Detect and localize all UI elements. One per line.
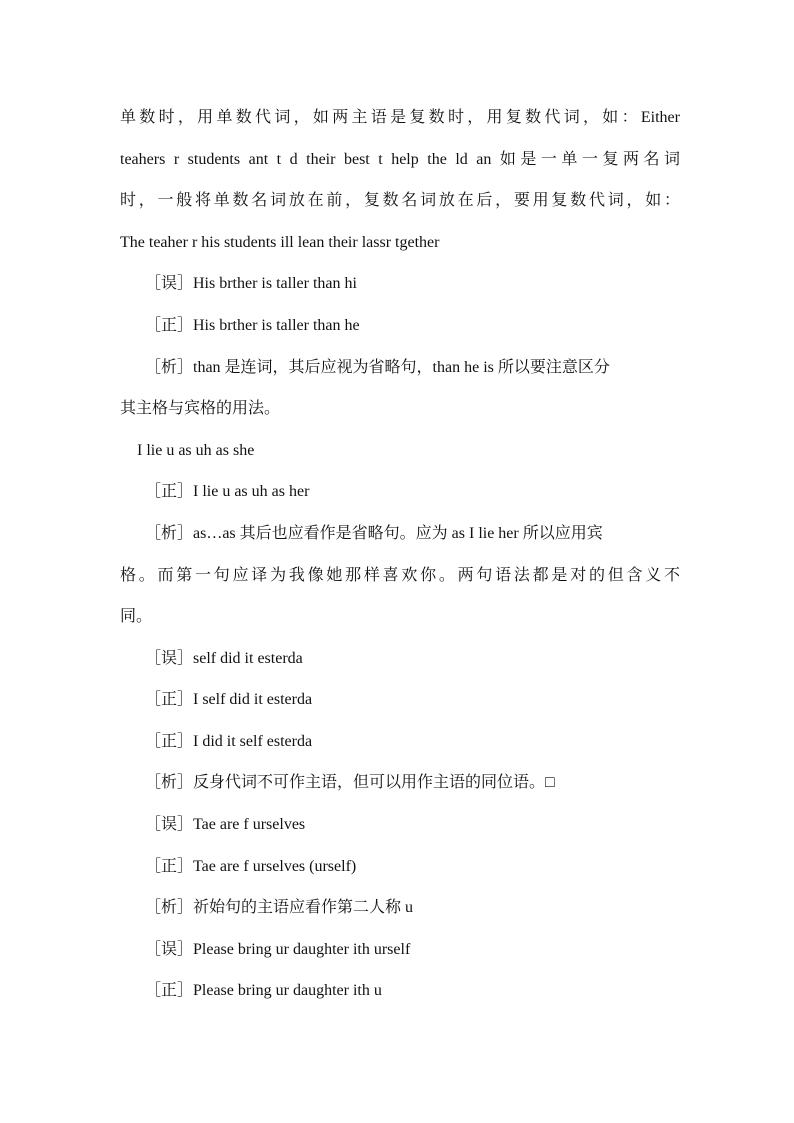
text-line-7: ［析］than 是连词，其后应视为省略句，than he is 所以要注意区分 [145,359,610,376]
text-line-17: ［析］反身代词不可作主语，但可以用作主语的同位语。□ [145,774,555,791]
text-line-6: ［正］His brther is taller than he [145,317,360,334]
text-line-1: 单数时，用单数代词，如两主语是复数时，用复数代词，如：Either [120,109,680,126]
text-line-9: I lie u as uh as she [137,442,255,459]
text-line-16: ［正］I did it self esterda [145,733,313,750]
text-line-13: 同。 [120,608,153,625]
text-line-5: ［误］His brther is taller than hi [145,275,357,292]
text-line-12: 格。而第一句应译为我像她那样喜欢你。两句语法都是对的但含义不 [120,567,680,584]
text-line-18: ［误］Tae are f urselves [145,816,306,833]
text-line-19: ［正］Tae are f urselves (urself) [145,858,357,875]
text-line-15: ［正］I self did it esterda [145,691,313,708]
text-line-20: ［析］祈始句的主语应看作第二人称 u [145,899,414,916]
text-line-14: ［误］self did it esterda [145,650,303,667]
text-line-21: ［误］Please bring ur daughter ith urself [145,941,411,958]
text-line-22: ［正］Please bring ur daughter ith u [145,982,382,999]
text-line-11: ［析］as…as 其后也应看作是省略句。应为 as I lie her 所以应用宾 [145,525,603,542]
text-line-3: 时，一般将单数名词放在前，复数名词放在后，要用复数代词，如： [120,192,680,209]
text-line-2: teahers r students ant t d their best t help the ld an 如是一单一复两名词 [120,151,680,168]
text-line-8: 其主格与宾格的用法。 [120,400,281,417]
text-line-4: The teaher r his students ill lean their lassr tgether [120,234,440,251]
text-line-10: ［正］I lie u as uh as her [145,483,310,500]
